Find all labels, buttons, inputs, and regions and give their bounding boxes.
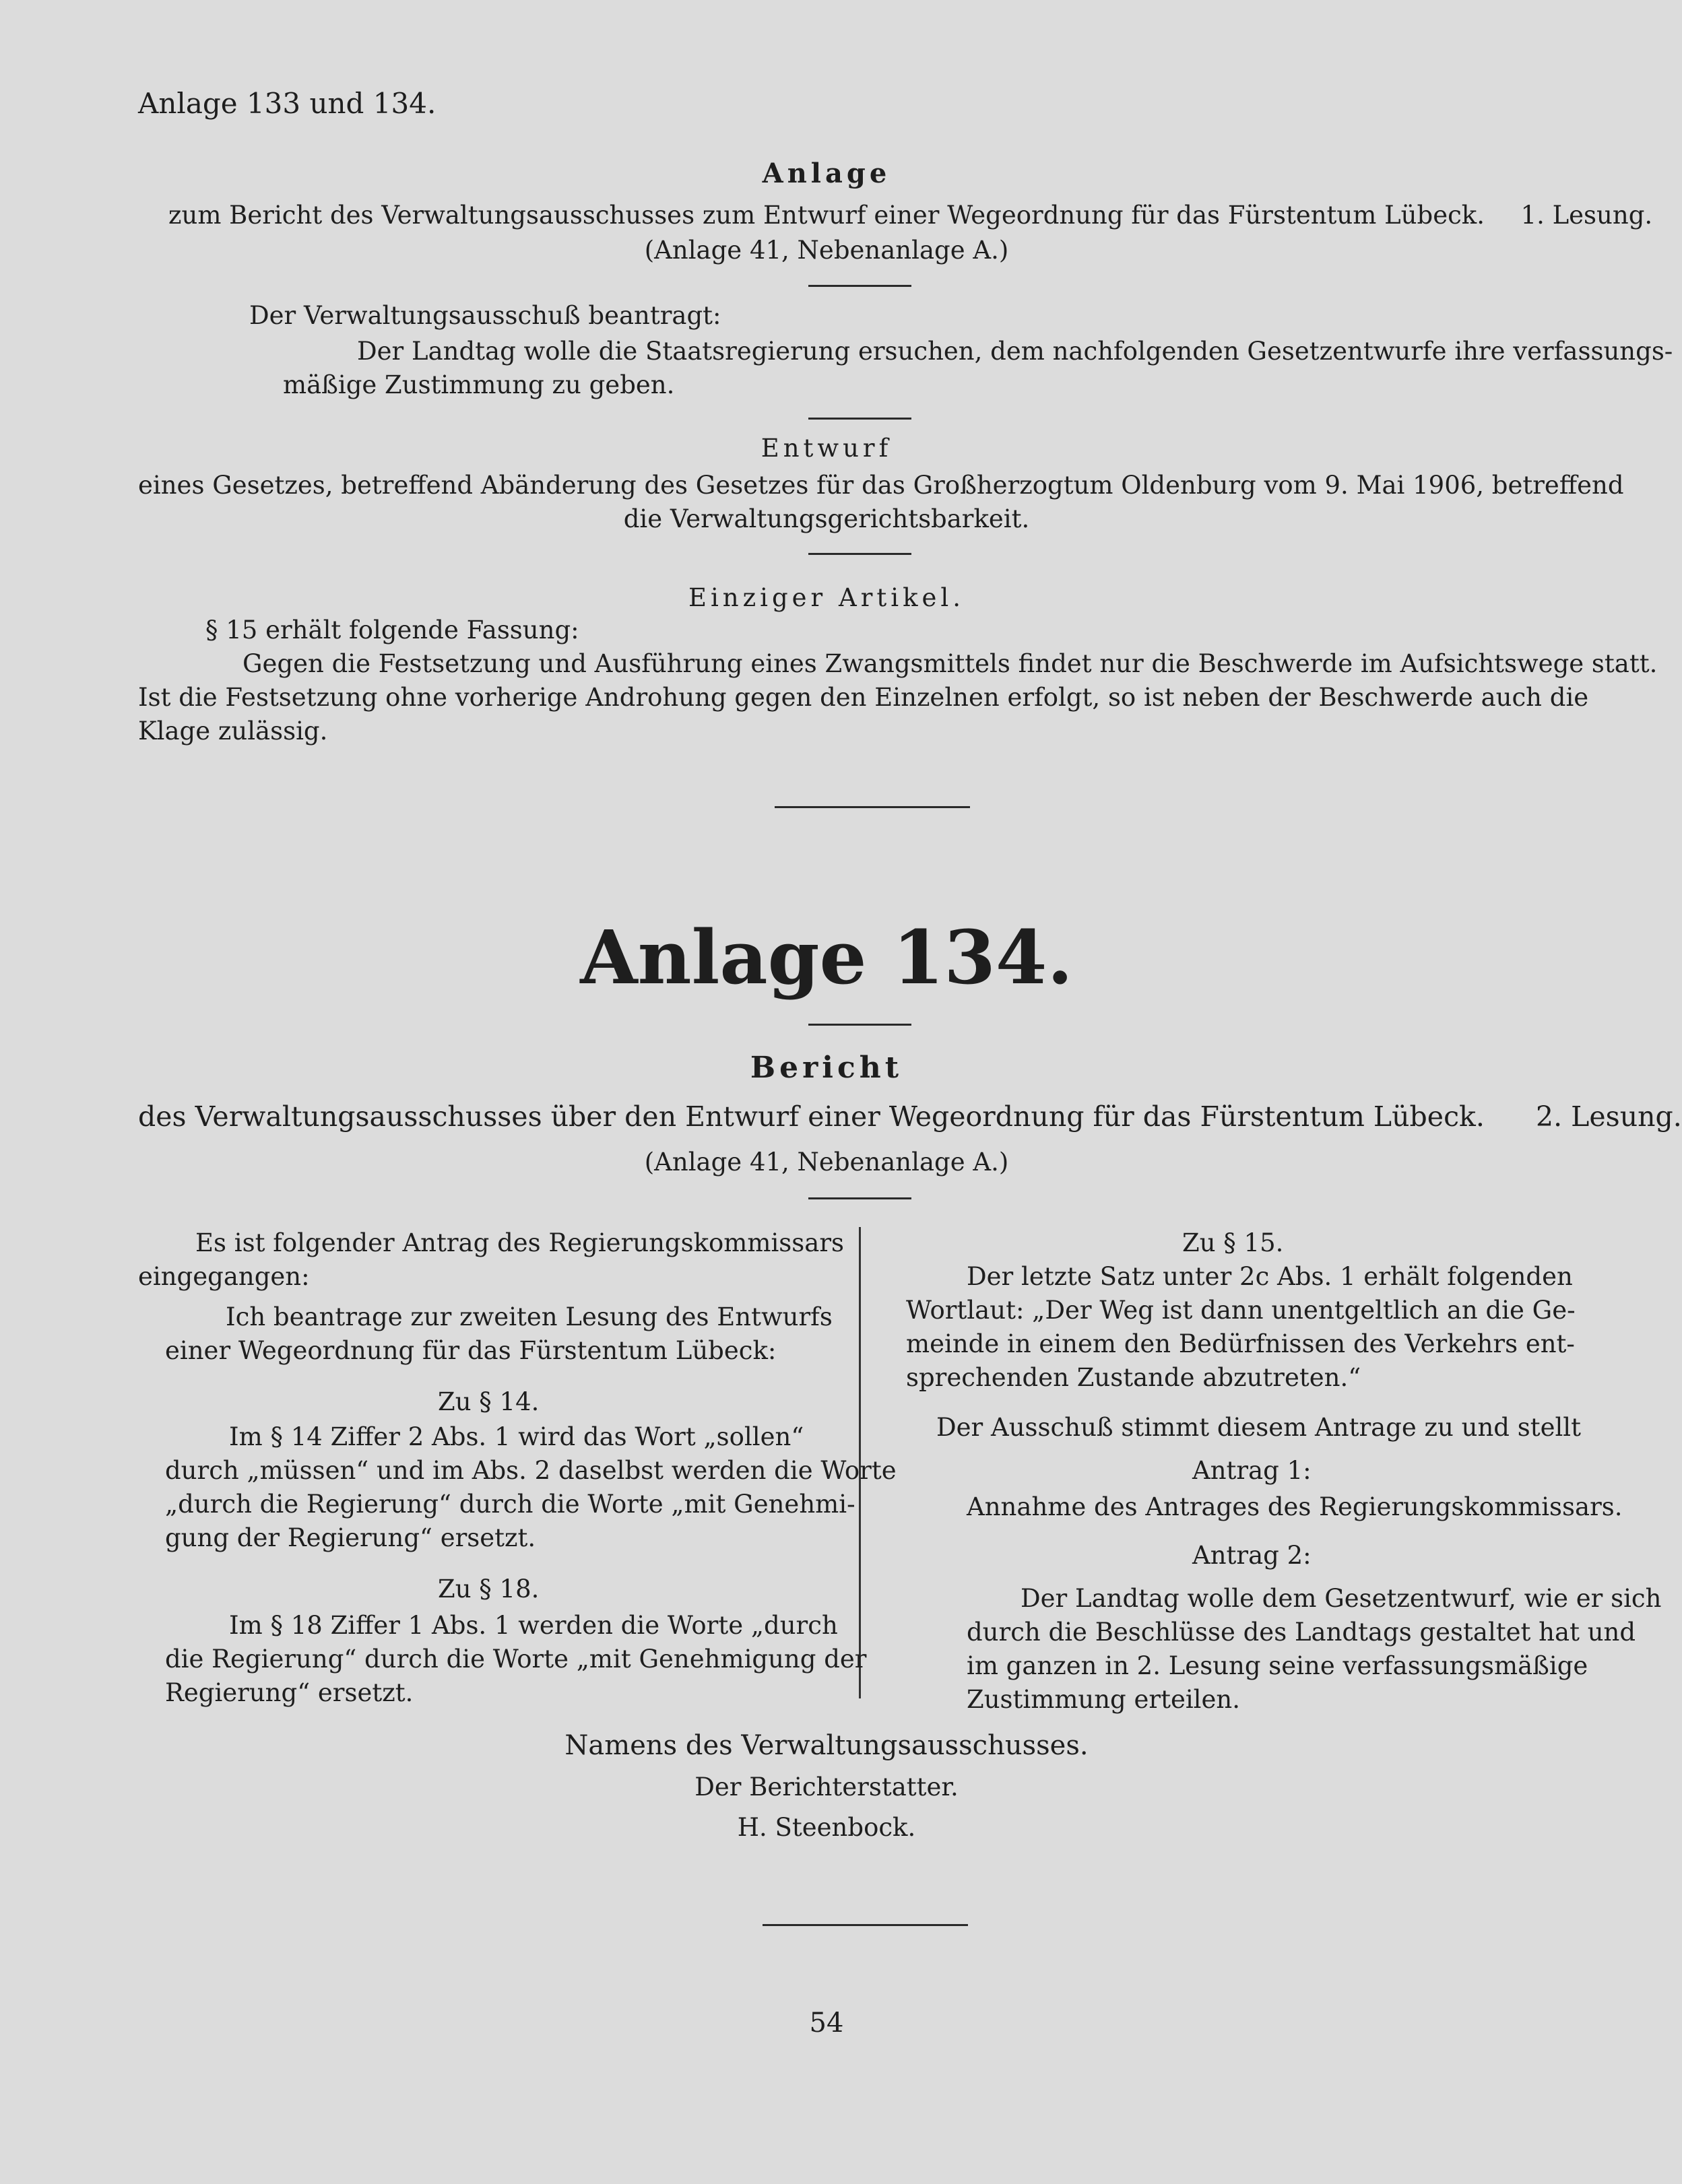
section-divider [775,806,970,808]
right-line: im ganzen in 2. Lesung seine verfassungsmäßige [967,1651,1588,1680]
right-line: durch die Beschlüsse des Landtags gestaltet hat und [967,1618,1636,1647]
right-line: Der Ausschuß stimmt diesem Antrage zu und stellt [936,1413,1582,1442]
signature-name: H. Steenbock. [737,1813,916,1842]
section-heading-15: Zu § 15. [1182,1228,1284,1257]
motion-2-heading: Antrag 2: [1192,1541,1312,1570]
bottom-divider [763,1924,968,1926]
divider [808,1024,911,1026]
paragraph-line-2: Ist die Festsetzung ohne vorherige Androhung gegen den Einzelnen erfolgt, so ist neben der Beschwerde auch die [138,683,1589,712]
right-line: sprechenden Zustande abzutreten.“ [906,1363,1361,1392]
right-line: meinde in einem den Bedürfnissen des Verkehrs ent- [906,1329,1575,1358]
left-line: die Regierung“ durch die Worte „mit Genehmigung der [165,1645,867,1674]
left-line: Im § 18 Ziffer 1 Abs. 1 werden die Worte „durch [229,1611,838,1640]
section-heading-18: Zu § 18. [438,1575,540,1603]
left-line: durch „müssen“ und im Abs. 2 daselbst werden die Worte [165,1456,897,1485]
report-reading: 2. Lesung. [1536,1100,1682,1133]
anlage-133-title: Anlage [762,158,891,189]
section-heading-14: Zu § 14. [438,1387,540,1416]
anlage-134-title: Anlage 134. [580,914,1073,1001]
left-line: eingegangen: [138,1262,310,1291]
divider [808,418,911,420]
right-line: Der letzte Satz unter 2c Abs. 1 erhält folgenden [967,1262,1573,1291]
motion-1-heading: Antrag 1: [1192,1456,1312,1485]
paragraph-line-3: Klage zulässig. [138,717,328,746]
right-line: Zustimmung erteilen. [967,1685,1241,1714]
motion-line-2: mäßige Zustimmung zu geben. [283,370,675,399]
right-line: Annahme des Antrages des Regierungskommissars. [967,1492,1623,1521]
signature-committee: Namens des Verwaltungsausschusses. [564,1730,1089,1761]
right-line: Der Landtag wolle dem Gesetzentwurf, wie er sich [1021,1584,1662,1613]
motion-line-1: Der Landtag wolle die Staatsregierung ersuchen, dem nachfolgenden Gesetzentwurfe ihre verfassungs- [357,337,1673,366]
motion-intro: Der Verwaltungsausschuß beantragt: [249,301,721,330]
paragraph-intro: § 15 erhält folgende Fassung: [205,616,579,644]
left-line: Im § 14 Ziffer 2 Abs. 1 wird das Wort „sollen“ [229,1422,804,1451]
left-line: Ich beantrage zur zweiten Lesung des Entwurfs [226,1302,833,1331]
draft-line-1: eines Gesetzes, betreffend Abänderung des Gesetzes für das Großherzogtum Oldenburg vom 9. Mai 1906, betreffend [138,471,1624,500]
running-header: Anlage 133 und 134. [138,87,436,120]
draft-line-2: die Verwaltungsgerichtsbarkeit. [623,504,1030,533]
left-line: Es ist folgender Antrag des Regierungskommissars [195,1228,844,1257]
anlage-133-reading: 1. Lesung. [1520,201,1653,230]
report-heading: Bericht [750,1051,903,1085]
paragraph-line-1: Gegen die Festsetzung und Ausführung eines Zwangsmittels findet nur die Beschwerde im Aufsichtswege statt. [242,649,1658,678]
anlage-133-subtitle [168,198,1652,233]
divider [808,553,911,555]
draft-heading: Entwurf [761,434,893,463]
left-line: einer Wegeordnung für das Fürstentum Lübeck: [165,1336,777,1365]
left-line: „durch die Regierung“ durch die Worte „mit Genehmi- [165,1490,855,1519]
left-line: gung der Regierung“ ersetzt. [165,1523,536,1552]
left-line: Regierung“ ersetzt. [165,1678,414,1707]
divider [808,285,911,287]
report-subtitle-text: des Verwaltungsausschusses über den Entwurf einer Wegeordnung für das Fürstentum Lübeck. [138,1100,1485,1133]
article-heading: Einziger Artikel. [688,583,965,612]
page-number: 54 [809,2008,844,2039]
right-line: Wortlaut: „Der Weg ist dann unentgeltlich an die Ge- [906,1296,1576,1325]
anlage-133-subtitle-text: zum Bericht des Verwaltungsausschusses zum Entwurf einer Wegeordnung für das Fürstentum Lübeck. [168,201,1485,230]
anlage-133-reference: (Anlage 41, Nebenanlage A.) [644,236,1009,265]
report-subtitle [138,1099,1682,1134]
divider [808,1197,911,1199]
signature-role: Der Berichterstatter. [694,1773,959,1801]
report-reference: (Anlage 41, Nebenanlage A.) [644,1148,1009,1177]
